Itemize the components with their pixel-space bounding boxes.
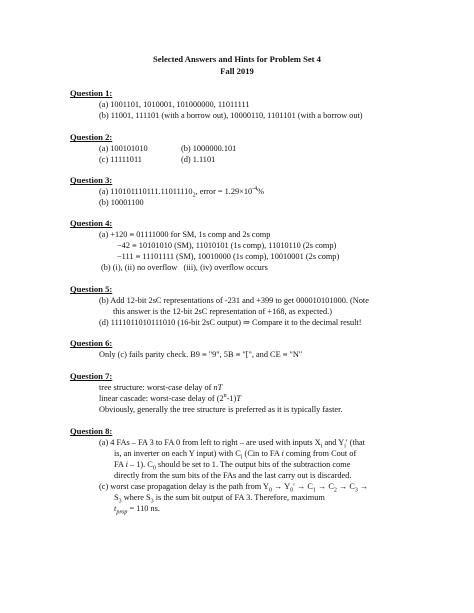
q4-answer-b: (b) (i), (ii) no overflow (iii), (iv) overflow occurs xyxy=(101,263,268,272)
question-8-heading: Question 8: xyxy=(70,426,113,436)
question-6-heading: Question 6: xyxy=(70,338,113,348)
question-3-heading: Question 3: xyxy=(70,175,113,185)
q8-answer-a-line4: directly from the sum bits of the FAs and the last carry out is discarded. xyxy=(114,471,352,480)
question-7-heading: Question 7: xyxy=(70,371,113,381)
q2-answer-d: (d) 1.1101 xyxy=(181,155,216,164)
q8-answer-c-line3: $t_{prop} = 110$ ns. xyxy=(114,504,160,516)
q8-answer-a-line1: (a) 4 FAs – FA 3 to FA 0 from left to right – are used with inputs $X_i$ and $Y_i'$ (that xyxy=(99,438,365,450)
q8-answer-a-line3: FA i – 1). $C_0$ should be set to 1. The output bits of the subtraction come xyxy=(114,460,351,472)
q8-answer-c-line2: $S_3$ where $S_3$ is the sum bit output of FA 3. Therefore, maximum xyxy=(114,493,325,505)
q6-answer: Only (c) fails parity check. B9 ≡ "9", 5B ≡ "[", and CE ≡ "N" xyxy=(99,350,303,359)
q5-answer-b-line2: this answer is the 12-bit 2sC representation of +168, as expected.) xyxy=(113,307,332,316)
question-1-heading: Question 1: xyxy=(70,88,113,98)
q4-answer-a-line3: −111 ≡ 11101111 (SM), 10010000 (1s comp), 10010001 (2s comp) xyxy=(117,252,340,261)
question-4-heading: Question 4: xyxy=(70,218,113,228)
q7-line-2: linear cascade: worst-case delay of (2$^n$-1)T xyxy=(99,393,241,403)
q2-answer-c: (c) 11111011 xyxy=(99,155,142,164)
page-subtitle: Fall 2019 xyxy=(220,66,254,76)
q1-answer-b: (b) 11001, 111101 (with a borrow out), 10000110, 1101101 (with a borrow out) xyxy=(99,111,363,120)
q7-line-3: Obviously, generally the tree structure is preferred as it is typically faster. xyxy=(99,405,343,414)
q2-answer-a: (a) 100101010 xyxy=(99,144,148,153)
q8-answer-c-line1: (c) worst case propagation delay is the path from $Y_0 \to Y_0' \to C_1 \to C_2 \to C_3$ → xyxy=(99,482,369,494)
page-title: Selected Answers and Hints for Problem Set 4 xyxy=(153,54,321,64)
q8-answer-a-line2: is, an inverter on each Y input) with $C_i$ (Cin to FA i coming from Cout of xyxy=(114,449,357,461)
question-5-heading: Question 5: xyxy=(70,284,113,294)
q3-answer-a: (a) $110101110111.11011110_2$, error = $1.29\times 10^{-4}\%$ xyxy=(99,186,265,199)
q4-answer-a-line1: (a) +120 ≡ 01111000 for SM, 1s comp and 2s comp xyxy=(99,230,271,239)
q5-answer-b-line1: (b) Add 12-bit 2sC representations of -231 and +399 to get 000010101000. (Note xyxy=(99,296,369,305)
q5-answer-d: (d) 1111011010111010 (16-bit 2sC output) ⇒ Compare it to the decimal result! xyxy=(99,318,362,327)
q4-answer-a-line2: −42 ≡ 10101010 (SM), 11010101 (1s comp), 11010110 (2s comp) xyxy=(117,241,337,250)
q2-answer-b: (b) 1000000.101 xyxy=(181,144,237,153)
q3-answer-b: (b) 10001100 xyxy=(99,198,144,207)
question-2-heading: Question 2: xyxy=(70,132,113,142)
q7-line-1: tree structure: worst-case delay of nT xyxy=(99,383,223,392)
q1-answer-a: (a) 1001101, 1010001, 101000000, 11011111 xyxy=(99,100,250,109)
